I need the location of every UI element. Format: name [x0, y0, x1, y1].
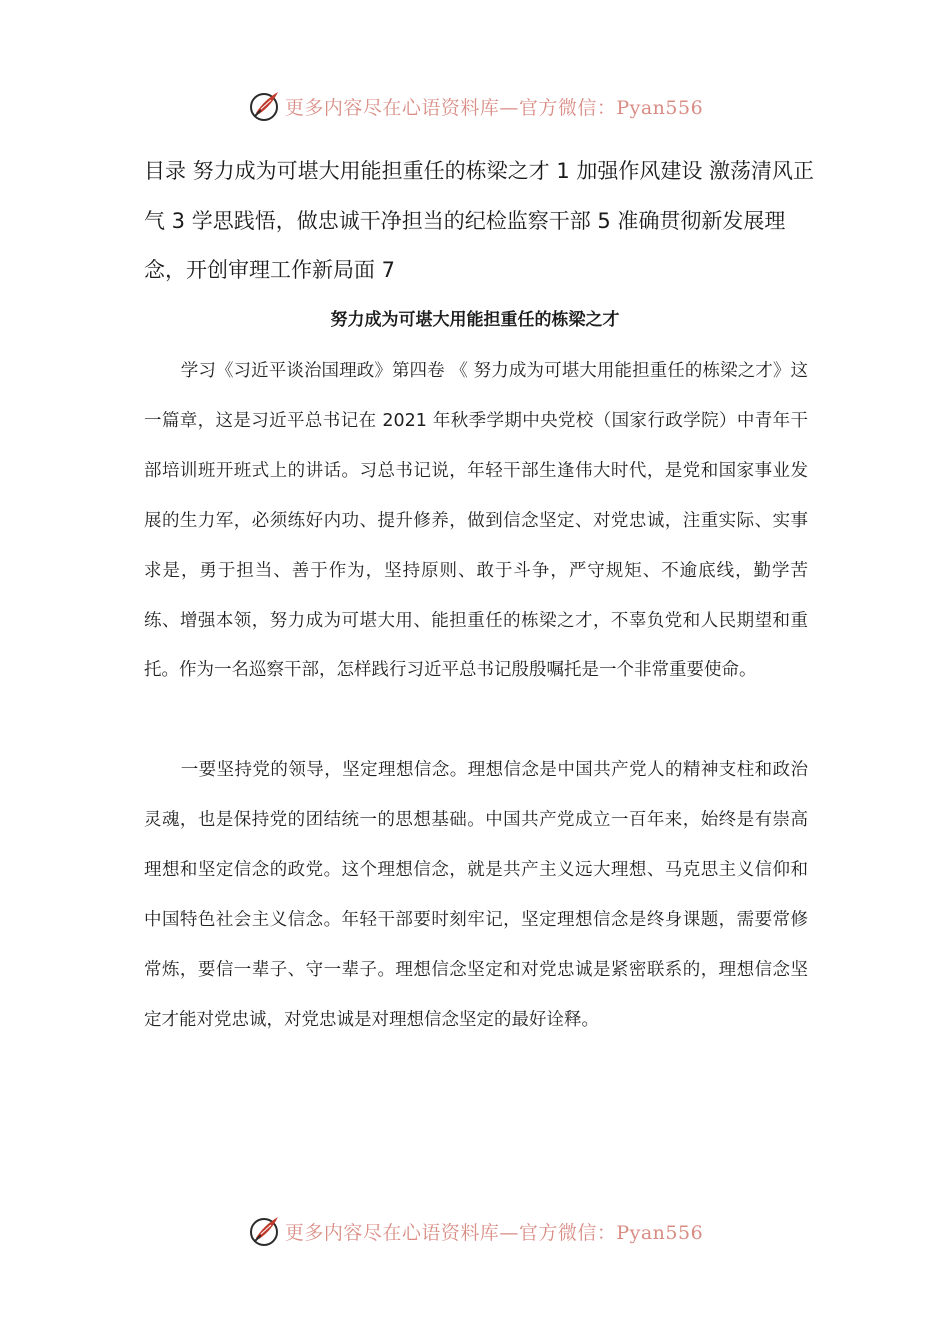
article-paragraph: 学习《习近平谈治国理政》第四卷 《 努力成为可堪大用能担重任的栋梁之才》这一篇章，这是习近平总书记在 2021 年秋季学期中央党校（国家行政学院）中青年干部培训班开班式上的讲话。习总书记说，年轻干部生逢伟大时代，是党和国家事业发展的生力军，必须练好内功、提升修养，做到信念坚定、对党忠诚，注重实际、实事求是，勇于担当、善于作为，坚持原则、敢于斗争，严守规矩、不逾底线，勤学苦练、增强本领，努力成为可堪大用、能担重任的栋梁之才，不辜负党和人民期望和重托。作为一名巡察干部，怎样践行习近平总书记殷殷嘱托是一个非常重要使命。	[144, 361, 808, 681]
footer-watermark-banner	[0, 1211, 950, 1251]
article-paragraph: 一要坚持党的领导，坚定理想信念。理想信念是中国共产党人的精神支柱和政治灵魂，也是保持党的团结统一的思想基础。中国共产党成立一百年来，始终是有崇高理想和坚定信念的政党。这个理想信念，就是共产主义远大理想、马克思主义信仰和中国特色社会主义信念。年轻干部要时刻牢记，坚定理想信念是终身课题，需要常修常炼，要信一辈子、守一辈子。理想信念坚定和对党忠诚是紧密联系的，理想信念坚定才能对党忠诚，对党忠诚是对理想信念坚定的最好诠释。	[144, 760, 808, 1030]
header-watermark-banner	[0, 86, 950, 126]
quill-pen-icon	[247, 1214, 281, 1248]
table-of-contents: 目录 努力成为可堪大用能担重任的栋梁之才 1 加强作风建设 激荡清风正气 3 学思践悟，做忠诚干净担当的纪检监察干部 5 准确贯彻新发展理念，开创审理工作新局面 7	[144, 159, 815, 282]
footer-banner-text: 更多内容尽在心语资料库—官方微信：Pyan556	[284, 1221, 704, 1244]
quill-pen-icon	[247, 89, 281, 123]
article-title: 努力成为可堪大用能担重任的栋梁之才	[330, 310, 620, 330]
header-banner-text: 更多内容尽在心语资料库—官方微信：Pyan556	[284, 96, 704, 119]
